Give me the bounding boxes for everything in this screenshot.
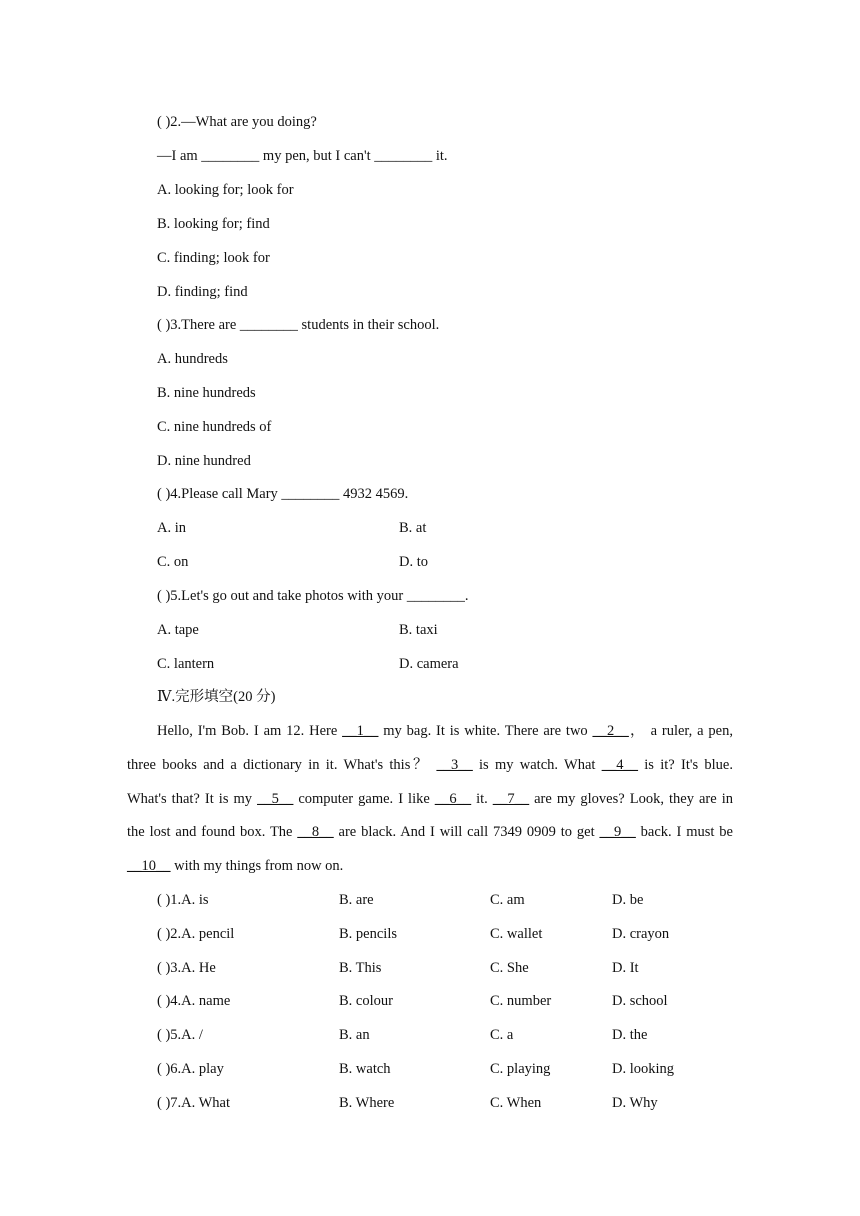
passage-text: is my watch. What xyxy=(472,757,602,773)
passage-text: What's that? It is my xyxy=(127,791,258,807)
question-3-option-b: B. nine hundreds xyxy=(157,385,256,401)
question-5-option-d: D. camera xyxy=(399,656,459,672)
cloze-2-option-a: ( )2.A. pencil xyxy=(157,926,235,942)
question-2-stem: ( )2.—What are you doing? xyxy=(157,114,317,130)
cloze-4-option-c: C. number xyxy=(490,993,552,1009)
question-5-option-b: B. taxi xyxy=(399,622,438,638)
question-3-option-d: D. nine hundred xyxy=(157,453,251,469)
passage-text: the lost and found box. The xyxy=(127,824,298,840)
cloze-2-option-c: C. wallet xyxy=(490,926,543,942)
cloze-7-option-c: C. When xyxy=(490,1095,542,1111)
passage-text: are black. And I will call 7349 0909 to get xyxy=(333,824,600,840)
passage-text: my bag. It is white. There are two xyxy=(378,723,593,739)
question-4-option-d: D. to xyxy=(399,554,428,570)
cloze-7-option-b: B. Where xyxy=(339,1095,395,1111)
question-4-option-c: C. on xyxy=(157,554,189,570)
cloze-5-option-a: ( )5.A. / xyxy=(157,1027,203,1043)
cloze-6-option-c: C. playing xyxy=(490,1061,551,1077)
question-4-option-a: A. in xyxy=(157,520,186,536)
passage-line-5 xyxy=(127,857,733,875)
blank-3: __3__ xyxy=(436,757,473,773)
question-3-stem: ( )3.There are ________ students in their school. xyxy=(157,317,440,333)
blank-1: __1__ xyxy=(342,723,379,739)
question-2-line2: —I am ________ my pen, but I can't ________ it. xyxy=(157,148,448,164)
blank-10: __10__ xyxy=(127,858,171,874)
passage-line-3 xyxy=(127,790,733,808)
question-2-option-a: A. looking for; look for xyxy=(157,182,294,198)
cloze-3-option-b: B. This xyxy=(339,960,382,976)
passage-text: ， a ruler, a pen, xyxy=(628,723,733,739)
question-5-option-c: C. lantern xyxy=(157,656,215,672)
question-3-option-c: C. nine hundreds of xyxy=(157,419,272,435)
blank-2: __2__ xyxy=(592,723,629,739)
cloze-1-option-a: ( )1.A. is xyxy=(157,892,209,908)
cloze-3-option-d: D. It xyxy=(612,960,639,976)
passage-text: Hello, I'm Bob. I am 12. Here xyxy=(157,723,343,739)
cloze-2-option-d: D. crayon xyxy=(612,926,670,942)
passage-text: are my gloves? Look, they are in xyxy=(529,791,733,807)
blank-9: __9__ xyxy=(599,824,636,840)
question-4-stem: ( )4.Please call Mary ________ 4932 4569. xyxy=(157,486,409,502)
cloze-4-option-d: D. school xyxy=(612,993,668,1009)
blank-8: __8__ xyxy=(297,824,334,840)
passage-text: is it? It's blue. xyxy=(637,757,733,773)
passage-text: back. I must be xyxy=(635,824,733,840)
cloze-2-option-b: B. pencils xyxy=(339,926,397,942)
passage-text: computer game. I like xyxy=(293,791,435,807)
cloze-1-option-d: D. be xyxy=(612,892,644,908)
passage-text: with my things from now on. xyxy=(170,858,344,874)
passage-text: three books and a dictionary in it. What's this？ xyxy=(127,757,437,773)
cloze-1-option-c: C. am xyxy=(490,892,525,908)
cloze-5-option-d: D. the xyxy=(612,1027,648,1043)
cloze-5-option-b: B. an xyxy=(339,1027,370,1043)
passage-line-2 xyxy=(127,756,733,774)
cloze-7-option-d: D. Why xyxy=(612,1095,658,1111)
cloze-3-option-c: C. She xyxy=(490,960,529,976)
blank-7: __7__ xyxy=(492,791,530,807)
question-2-option-d: D. finding; find xyxy=(157,284,248,300)
passage-line-4 xyxy=(127,823,733,841)
cloze-3-option-a: ( )3.A. He xyxy=(157,960,216,976)
cloze-6-option-d: D. looking xyxy=(612,1061,675,1077)
question-3-option-a: A. hundreds xyxy=(157,351,228,367)
blank-4: __4__ xyxy=(601,757,638,773)
cloze-7-option-a: ( )7.A. What xyxy=(157,1095,231,1111)
question-2-option-c: C. finding; look for xyxy=(157,250,270,266)
passage-line-1 xyxy=(157,722,733,740)
cloze-6-option-a: ( )6.A. play xyxy=(157,1061,224,1077)
cloze-5-option-c: C. a xyxy=(490,1027,514,1043)
cloze-6-option-b: B. watch xyxy=(339,1061,391,1077)
cloze-4-option-a: ( )4.A. name xyxy=(157,993,231,1009)
section-title: Ⅳ.完形填空(20 分) xyxy=(157,689,276,705)
cloze-1-option-b: B. are xyxy=(339,892,374,908)
blank-6: __6__ xyxy=(434,791,472,807)
cloze-4-option-b: B. colour xyxy=(339,993,393,1009)
question-2-option-b: B. looking for; find xyxy=(157,216,270,232)
question-4-option-b: B. at xyxy=(399,520,427,536)
question-5-stem: ( )5.Let's go out and take photos with your ________. xyxy=(157,588,469,604)
blank-5: __5__ xyxy=(257,791,294,807)
question-5-option-a: A. tape xyxy=(157,622,199,638)
passage-text: it. xyxy=(471,791,493,807)
